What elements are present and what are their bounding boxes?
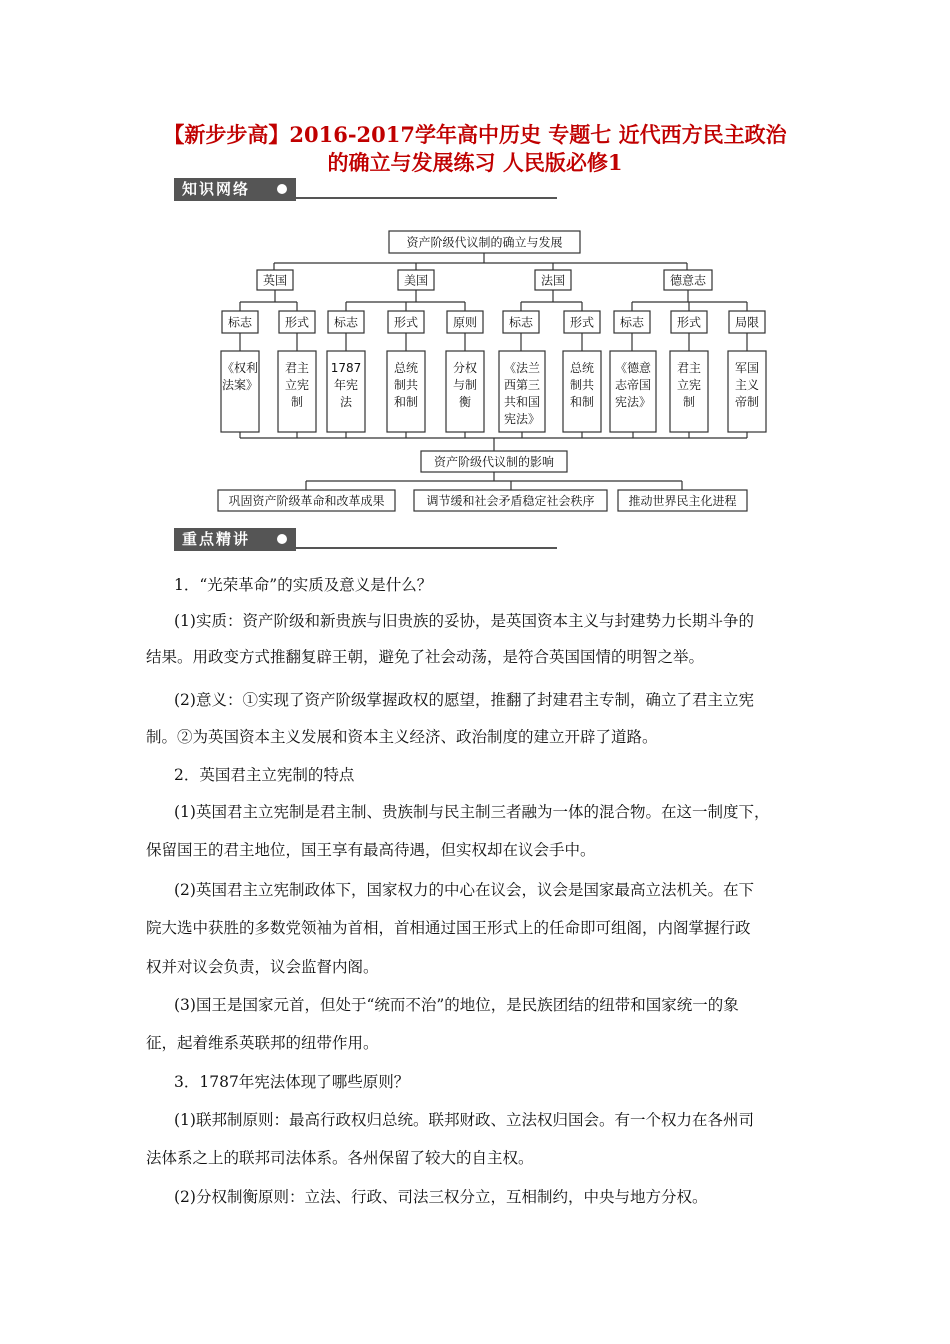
question-1-heading: 1．“光荣革命”的实质及意义是什么？ bbox=[174, 576, 433, 594]
question-3-heading: 3．1787年宪法体现了哪些原则？ bbox=[174, 1073, 410, 1091]
diagram-level2-de-form bbox=[671, 311, 707, 333]
svg-text:1787: 1787 bbox=[330, 361, 362, 375]
svg-text:资产阶级代议制的影响: 资产阶级代议制的影响 bbox=[433, 455, 555, 469]
diagram-level2-us-form bbox=[388, 311, 424, 333]
svg-text:和制: 和制 bbox=[393, 395, 419, 409]
svg-text:与制: 与制 bbox=[452, 378, 478, 392]
diagram-detail-uk-constitutional-monarchy bbox=[278, 351, 316, 432]
svg-text:局限: 局限 bbox=[734, 315, 760, 330]
svg-text:推动世界民主化进程: 推动世界民主化进程 bbox=[628, 494, 737, 508]
paragraph-line: 院大选中获胜的多数党领袖为首相，首相通过国王形式上的任命即可组阁，内阁掌握行政 bbox=[146, 919, 751, 937]
svg-text:立宪: 立宪 bbox=[284, 378, 310, 392]
svg-text:军国: 军国 bbox=[734, 361, 760, 375]
paragraph-line: 权并对议会负责，议会监督内阁。 bbox=[146, 958, 379, 976]
svg-text:形式: 形式 bbox=[393, 315, 419, 330]
svg-text:标志: 标志 bbox=[619, 315, 645, 330]
svg-text:宪法》: 宪法》 bbox=[614, 395, 652, 409]
svg-text:衡: 衡 bbox=[458, 395, 472, 409]
paragraph-line: 结果。用政变方式推翻复辟王朝，避免了社会动荡，是符合英国国情的明智之举。 bbox=[146, 648, 705, 666]
paragraph-line: 保留国王的君主地位，国王享有最高待遇，但实权却在议会手中。 bbox=[146, 841, 596, 859]
diagram-detail-us-checks-balances bbox=[446, 351, 484, 432]
diagram-country-germany bbox=[664, 270, 712, 290]
paragraph-line: (1)联邦制原则：最高行政权归总统。联邦财政、立法权归国会。有一个权力在各州司 bbox=[174, 1111, 754, 1129]
svg-text:形式: 形式 bbox=[569, 315, 595, 330]
diagram-detail-de-constitutional-monarchy bbox=[670, 351, 708, 432]
diagram-outcome-stabilize bbox=[414, 490, 607, 511]
paragraph-line: (2)分权制衡原则：立法、行政、司法三权分立，互相制约，中央与地方分权。 bbox=[174, 1188, 708, 1206]
svg-text:英国: 英国 bbox=[262, 273, 288, 288]
paragraph-line: 制。②为英国资本主义发展和资本主义经济、政治制度的建立开辟了道路。 bbox=[146, 728, 658, 746]
svg-text:美国: 美国 bbox=[403, 273, 429, 288]
svg-text:制: 制 bbox=[290, 395, 304, 409]
svg-text:《法兰: 《法兰 bbox=[503, 361, 541, 375]
diagram-country-us bbox=[398, 270, 434, 290]
question-2-heading: 2．英国君主立宪制的特点 bbox=[174, 766, 355, 784]
knowledge-network-diagram bbox=[0, 0, 950, 530]
svg-text:形式: 形式 bbox=[284, 315, 310, 330]
section-header-key-points bbox=[174, 528, 557, 551]
section-label-key-points: 重点精讲 bbox=[182, 530, 251, 548]
paragraph-line: (3)国王是国家元首，但处于“统而不治”的地位，是民族团结的纽带和国家统一的象 bbox=[174, 996, 739, 1014]
paragraph-line: 征，起着维系英联邦的纽带作用。 bbox=[146, 1034, 379, 1052]
svg-text:制: 制 bbox=[682, 395, 696, 409]
svg-text:《权利: 《权利 bbox=[221, 361, 259, 375]
diagram-level2-uk-form bbox=[279, 311, 315, 333]
svg-text:法: 法 bbox=[339, 395, 353, 409]
paragraph-line: 法体系之上的联邦司法体系。各州保留了较大的自主权。 bbox=[146, 1149, 534, 1167]
diagram-country-uk bbox=[257, 270, 293, 290]
svg-text:标志: 标志 bbox=[227, 315, 253, 330]
svg-text:法国: 法国 bbox=[540, 273, 566, 288]
svg-text:共和国: 共和国 bbox=[503, 395, 541, 409]
diagram-impact-box bbox=[421, 451, 567, 472]
diagram-level2-fr-marker bbox=[503, 311, 539, 333]
diagram-level2-de-marker bbox=[614, 311, 650, 333]
svg-text:君主: 君主 bbox=[676, 361, 702, 375]
diagram-level2-us-principle bbox=[447, 311, 483, 333]
svg-text:标志: 标志 bbox=[333, 315, 359, 330]
svg-text:宪法》: 宪法》 bbox=[503, 412, 541, 426]
document-title-line-2: 的确立与发展练习 人民版必修1 bbox=[327, 150, 623, 175]
svg-text:调节缓和社会矛盾稳定社会秩序: 调节缓和社会矛盾稳定社会秩序 bbox=[426, 494, 595, 508]
diagram-detail-us-presidential-republic bbox=[387, 351, 425, 432]
diagram-detail-fr-presidential-republic bbox=[563, 351, 601, 432]
diagram-detail-us-1787-constitution bbox=[327, 351, 365, 432]
diagram-country-france bbox=[535, 270, 571, 290]
svg-text:分权: 分权 bbox=[452, 361, 478, 375]
section-rule bbox=[296, 547, 557, 549]
diagram-level2-de-limitation bbox=[729, 311, 765, 333]
svg-text:巩固资产阶级革命和改革成果: 巩固资产阶级革命和改革成果 bbox=[228, 494, 385, 508]
diagram-detail-fr-third-republic-constitution bbox=[499, 351, 545, 432]
svg-text:德意志: 德意志 bbox=[669, 273, 707, 288]
paragraph-line: (2)意义：①实现了资产阶级掌握政权的愿望，推翻了封建君主专制，确立了君主立宪 bbox=[174, 691, 754, 709]
svg-text:君主: 君主 bbox=[284, 361, 310, 375]
svg-text:志帝国: 志帝国 bbox=[614, 378, 652, 392]
diagram-level2-uk-marker bbox=[222, 311, 258, 333]
svg-text:法案》: 法案》 bbox=[221, 378, 259, 392]
diagram-level2-fr-form bbox=[564, 311, 600, 333]
document-title-line-1: 【新步步高】2016-2017学年高中历史 专题七 近代西方民主政治 bbox=[163, 122, 787, 147]
svg-text:制共: 制共 bbox=[569, 378, 595, 392]
svg-text:制共: 制共 bbox=[393, 378, 419, 392]
svg-text:和制: 和制 bbox=[569, 395, 595, 409]
diagram-detail-uk-bill-of-rights bbox=[221, 351, 259, 432]
diagram-outcome-democratization bbox=[618, 490, 747, 511]
diagram-detail-de-imperial-constitution bbox=[610, 351, 656, 432]
diagram-outcome-consolidate bbox=[218, 490, 395, 511]
svg-text:《德意: 《德意 bbox=[614, 361, 652, 375]
paragraph-line: (1)实质：资产阶级和新贵族与旧贵族的妥协，是英国资本主义与封建势力长期斗争的 bbox=[174, 612, 754, 630]
section-label-network: 知识网络 bbox=[182, 180, 251, 198]
paragraph-line: (2)英国君主立宪制政体下，国家权力的中心在议会，议会是国家最高立法机关。在下 bbox=[174, 881, 754, 899]
svg-text:形式: 形式 bbox=[676, 315, 702, 330]
svg-text:标志: 标志 bbox=[508, 315, 534, 330]
svg-text:总统: 总统 bbox=[393, 361, 419, 375]
bullet-dot-icon bbox=[277, 534, 287, 544]
svg-text:原则: 原则 bbox=[452, 315, 478, 330]
diagram-root-label: 资产阶级代议制的确立与发展 bbox=[406, 235, 563, 250]
svg-text:西第三: 西第三 bbox=[503, 378, 541, 392]
svg-text:帝制: 帝制 bbox=[734, 395, 760, 409]
svg-text:总统: 总统 bbox=[569, 361, 595, 375]
svg-text:年宪: 年宪 bbox=[333, 378, 359, 392]
paragraph-line: (1)英国君主立宪制是君主制、贵族制与民主制三者融为一体的混合物。在这一制度下， bbox=[174, 803, 770, 821]
svg-text:立宪: 立宪 bbox=[676, 378, 702, 392]
svg-text:主义: 主义 bbox=[734, 378, 760, 392]
diagram-detail-de-militarist-empire bbox=[728, 351, 766, 432]
diagram-level2-us-marker bbox=[328, 311, 364, 333]
